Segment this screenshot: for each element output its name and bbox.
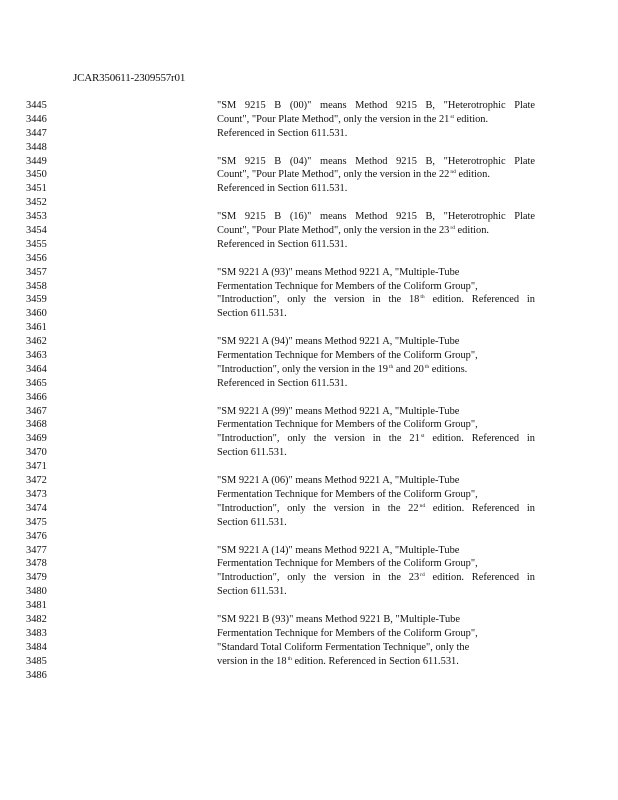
line-number: 3453 — [26, 211, 47, 223]
document-line — [0, 238, 618, 252]
line-number: 3458 — [26, 280, 47, 292]
line-text: version in the 18th edition. Referenced in Section 611.531. — [217, 655, 459, 667]
line-text: "Introduction", only the version in the 23rd edition. Referenced in — [217, 572, 535, 584]
line-number: 3486 — [26, 669, 47, 681]
line-number: 3485 — [26, 655, 47, 667]
document-line — [0, 502, 618, 516]
line-text: Section 611.531. — [217, 516, 287, 528]
line-text: Referenced in Section 611.531. — [217, 238, 348, 250]
line-number: 3477 — [26, 544, 47, 556]
line-number: 3479 — [26, 572, 47, 584]
line-number: 3466 — [26, 391, 47, 403]
line-number: 3465 — [26, 377, 47, 389]
line-number: 3463 — [26, 350, 47, 362]
line-number: 3469 — [26, 433, 47, 445]
line-text: "Introduction", only the version in the 21st edition. Referenced in — [217, 433, 535, 445]
document-line — [0, 196, 618, 210]
line-number: 3481 — [26, 600, 47, 612]
line-text: Fermentation Technique for Members of the Coliform Group", — [217, 558, 478, 570]
document-line — [0, 488, 618, 502]
line-number: 3482 — [26, 613, 47, 625]
document-line — [0, 113, 618, 127]
document-header: JCAR350611-2309557r01 — [73, 72, 186, 84]
document-line — [0, 530, 618, 544]
ordinal-superscript: rd — [420, 572, 425, 579]
line-text: Fermentation Technique for Members of the Coliform Group", — [217, 627, 478, 639]
document-line — [0, 585, 618, 599]
document-line — [0, 669, 618, 683]
ordinal-superscript: th — [388, 363, 394, 370]
line-number: 3451 — [26, 183, 47, 195]
line-text: Fermentation Technique for Members of the Coliform Group", — [217, 488, 478, 500]
line-text: "Standard Total Coliform Fermentation Technique", only the — [217, 641, 470, 653]
ordinal-superscript: th — [424, 363, 430, 370]
line-text: "Introduction", only the version in the 19th and 20th editions. — [217, 363, 468, 375]
document-line — [0, 418, 618, 432]
document-body — [0, 99, 618, 682]
line-text: "Introduction", only the version in the 18th edition. Referenced in — [217, 294, 535, 306]
line-text: Fermentation Technique for Members of the Coliform Group", — [217, 419, 478, 431]
document-line — [0, 99, 618, 113]
document-line — [0, 280, 618, 294]
line-number: 3456 — [26, 252, 47, 264]
line-text: Referenced in Section 611.531. — [217, 127, 348, 139]
line-number: 3457 — [26, 266, 47, 278]
line-number: 3460 — [26, 308, 47, 320]
document-line — [0, 516, 618, 530]
line-number: 3480 — [26, 586, 47, 598]
line-text: Section 611.531. — [217, 586, 287, 598]
line-number: 3461 — [26, 322, 47, 334]
document-line — [0, 141, 618, 155]
document-line — [0, 405, 618, 419]
document-line — [0, 307, 618, 321]
document-line — [0, 349, 618, 363]
line-number: 3470 — [26, 447, 47, 459]
line-text: Section 611.531. — [217, 308, 287, 320]
ordinal-superscript: rd — [450, 225, 455, 232]
line-text: Referenced in Section 611.531. — [217, 377, 348, 389]
document-line — [0, 613, 618, 627]
line-text: "SM 9221 A (14)" means Method 9221 A, "Multiple-Tube — [217, 544, 460, 556]
line-text: Referenced in Section 611.531. — [217, 183, 348, 195]
line-number: 3447 — [26, 127, 47, 139]
line-text: Section 611.531. — [217, 447, 287, 459]
document-line — [0, 571, 618, 585]
line-text: "SM 9221 A (93)" means Method 9221 A, "Multiple-Tube — [217, 266, 460, 278]
line-number: 3473 — [26, 488, 47, 500]
document-line — [0, 460, 618, 474]
document-line — [0, 266, 618, 280]
line-number: 3446 — [26, 113, 47, 125]
line-number: 3484 — [26, 641, 47, 653]
document-line — [0, 627, 618, 641]
line-number: 3483 — [26, 627, 47, 639]
document-line — [0, 321, 618, 335]
line-number: 3474 — [26, 502, 47, 514]
document-line — [0, 224, 618, 238]
document-line — [0, 127, 618, 141]
line-number: 3450 — [26, 169, 47, 181]
line-number: 3462 — [26, 336, 47, 348]
line-text: Count", "Pour Plate Method", only the version in the 21st edition. — [217, 113, 489, 125]
ordinal-superscript: th — [287, 655, 292, 662]
document-line — [0, 655, 618, 669]
ordinal-superscript: st — [420, 433, 425, 440]
document-line — [0, 155, 618, 169]
document-line — [0, 363, 618, 377]
line-text: Fermentation Technique for Members of the Coliform Group", — [217, 280, 478, 292]
line-number: 3459 — [26, 294, 47, 306]
document-line — [0, 182, 618, 196]
line-number: 3449 — [26, 155, 47, 167]
ordinal-superscript: st — [450, 113, 455, 120]
line-text: "SM 9215 B (00)" means Method 9215 B, "Heterotrophic Plate — [217, 100, 535, 111]
line-number: 3448 — [26, 141, 47, 153]
line-text: "SM 9221 A (06)" means Method 9221 A, "Multiple-Tube — [217, 475, 460, 487]
document-line — [0, 210, 618, 224]
line-number: 3471 — [26, 461, 47, 473]
line-text: "SM 9221 B (93)" means Method 9221 B, "Multiple-Tube — [217, 613, 460, 625]
line-number: 3478 — [26, 558, 47, 570]
document-line — [0, 252, 618, 266]
line-text: "SM 9221 A (99)" means Method 9221 A, "Multiple-Tube — [217, 405, 460, 417]
document-line — [0, 293, 618, 307]
document-line — [0, 168, 618, 182]
document-line — [0, 599, 618, 613]
line-number: 3445 — [26, 100, 47, 111]
line-number: 3468 — [26, 419, 47, 431]
line-text: "SM 9215 B (04)" means Method 9215 B, "Heterotrophic Plate — [217, 155, 535, 167]
document-line — [0, 432, 618, 446]
line-text: Fermentation Technique for Members of the Coliform Group", — [217, 350, 478, 362]
line-number: 3452 — [26, 197, 47, 209]
document-line — [0, 391, 618, 405]
line-number: 3455 — [26, 238, 47, 250]
ordinal-superscript: nd — [419, 502, 426, 509]
line-text: "SM 9221 A (94)" means Method 9221 A, "Multiple-Tube — [217, 336, 460, 348]
document-line — [0, 641, 618, 655]
document-line — [0, 474, 618, 488]
line-number: 3475 — [26, 516, 47, 528]
line-number: 3472 — [26, 475, 47, 487]
document-line — [0, 544, 618, 558]
document-line — [0, 446, 618, 460]
line-number: 3467 — [26, 405, 47, 417]
line-number: 3464 — [26, 363, 47, 375]
document-line — [0, 335, 618, 349]
line-text: "SM 9215 B (16)" means Method 9215 B, "Heterotrophic Plate — [217, 211, 535, 223]
line-number: 3476 — [26, 530, 47, 542]
line-number: 3454 — [26, 225, 47, 237]
ordinal-superscript: nd — [450, 169, 456, 176]
document-line — [0, 377, 618, 391]
ordinal-superscript: th — [420, 294, 425, 301]
line-text: Count", "Pour Plate Method", only the version in the 23rd edition. — [217, 225, 490, 237]
document-line — [0, 557, 618, 571]
line-text: Count", "Pour Plate Method", only the version in the 22nd edition. — [217, 169, 490, 181]
line-text: "Introduction", only the version in the 22nd edition. Referenced in — [217, 502, 535, 514]
